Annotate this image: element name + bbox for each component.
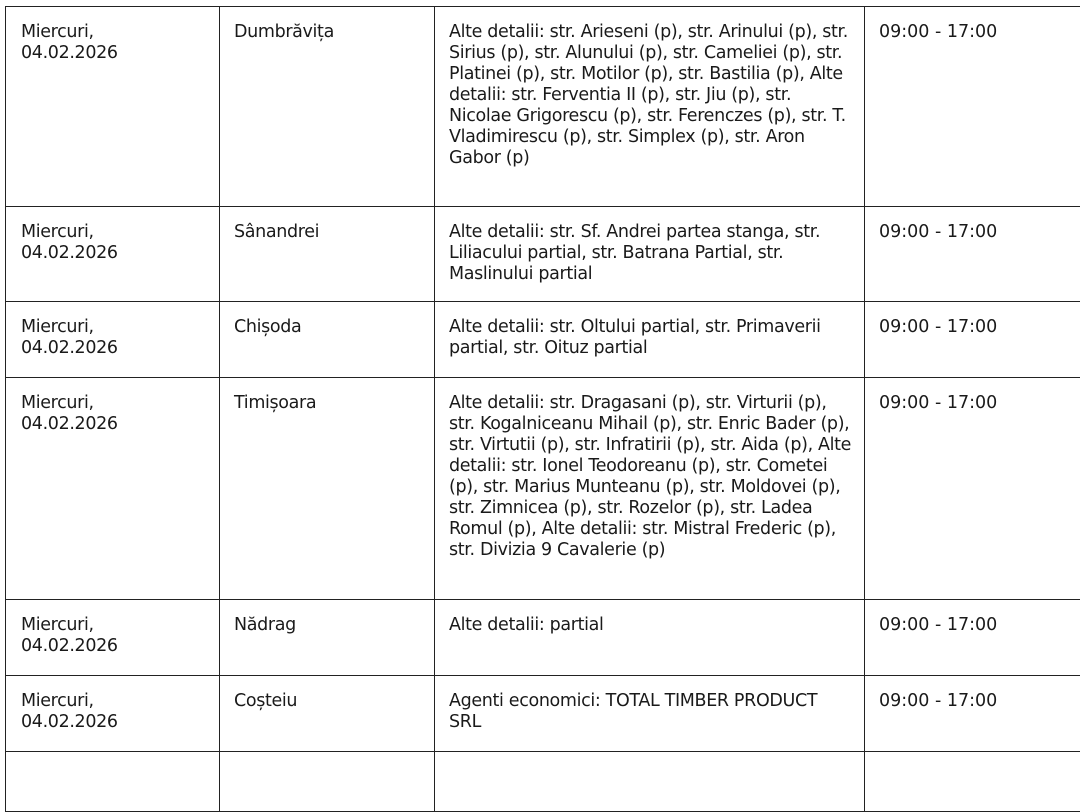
day-name: Miercuri,: [21, 22, 94, 42]
interval-cell: 09:00 - 17:00: [865, 600, 1080, 676]
locality-cell: Nădrag: [220, 600, 435, 676]
interval-cell: 09:00 - 17:00: [865, 676, 1080, 752]
locality-cell: Chișoda: [220, 302, 435, 378]
details-cell: Alte detalii: str. Arieseni (p), str. Arinului (p), str. Sirius (p), str. Alunului (p), str. Cameliei (p), str. Platinei (p), str. Motilor (p), str. Bastilia (p), Alte detalii: str. Ferventia II (p), str. Jiu (p), str. Nicolae Grigorescu (p), str. Ferenczes (p), str. T. Vladimirescu (p), str. Simplex (p), str. Aron Gabor (p): [435, 7, 865, 207]
date-cell: [6, 676, 220, 752]
details-cell: Alte detalii: str. Sf. Andrei partea stanga, str. Liliacului partial, str. Batrana Partial, str. Maslinului partial: [435, 207, 865, 302]
date-value: 04.02.2026: [21, 243, 118, 263]
interval-cell: 09:00 - 17:00: [865, 378, 1080, 600]
table-row-partial: [6, 752, 1080, 812]
details-cell: Alte detalii: str. Oltului partial, str. Primaverii partial, str. Oituz partial: [435, 302, 865, 378]
empty-cell: [435, 752, 865, 812]
locality-cell: Coșteiu: [220, 676, 435, 752]
table-row: [6, 676, 1080, 752]
date-value: 04.02.2026: [21, 712, 118, 732]
day-name: Miercuri,: [21, 222, 94, 242]
empty-cell: [865, 752, 1080, 812]
table-row: [6, 600, 1080, 676]
date-value: 04.02.2026: [21, 636, 118, 656]
date-cell: [6, 207, 220, 302]
outage-schedule-table: [5, 6, 1080, 812]
date-cell: [6, 378, 220, 600]
table-row: [6, 378, 1080, 600]
details-cell: Alte detalii: partial: [435, 600, 865, 676]
interval-cell: 09:00 - 17:00: [865, 7, 1080, 207]
date-value: 04.02.2026: [21, 414, 118, 434]
date-value: 04.02.2026: [21, 338, 118, 358]
locality-cell: Timișoara: [220, 378, 435, 600]
day-name: Miercuri,: [21, 393, 94, 413]
locality-cell: Sânandrei: [220, 207, 435, 302]
date-cell: [6, 7, 220, 207]
table-row: [6, 7, 1080, 207]
day-name: Miercuri,: [21, 615, 94, 635]
date-cell: [6, 302, 220, 378]
empty-cell: [220, 752, 435, 812]
date-value: 04.02.2026: [21, 43, 118, 63]
date-cell: [6, 600, 220, 676]
details-cell: Agenti economici: TOTAL TIMBER PRODUCT SRL: [435, 676, 865, 752]
day-name: Miercuri,: [21, 317, 94, 337]
table-row: [6, 207, 1080, 302]
empty-cell: [6, 752, 220, 812]
day-name: Miercuri,: [21, 691, 94, 711]
details-cell: Alte detalii: str. Dragasani (p), str. Virturii (p), str. Kogalniceanu Mihail (p), str. Enric Bader (p), str. Virtutii (p), str. Infratirii (p), str. Aida (p), Alte detalii: str. Ionel Teodoreanu (p), str. Cometei (p), str. Marius Munteanu (p), str. Moldovei (p), str. Zimnicea (p), str. Rozelor (p), str. Ladea Romul (p), Alte detalii: str. Mistral Frederic (p), str. Divizia 9 Cavalerie (p): [435, 378, 865, 600]
table-row: [6, 302, 1080, 378]
locality-cell: Dumbrăvița: [220, 7, 435, 207]
interval-cell: 09:00 - 17:00: [865, 207, 1080, 302]
interval-cell: 09:00 - 17:00: [865, 302, 1080, 378]
